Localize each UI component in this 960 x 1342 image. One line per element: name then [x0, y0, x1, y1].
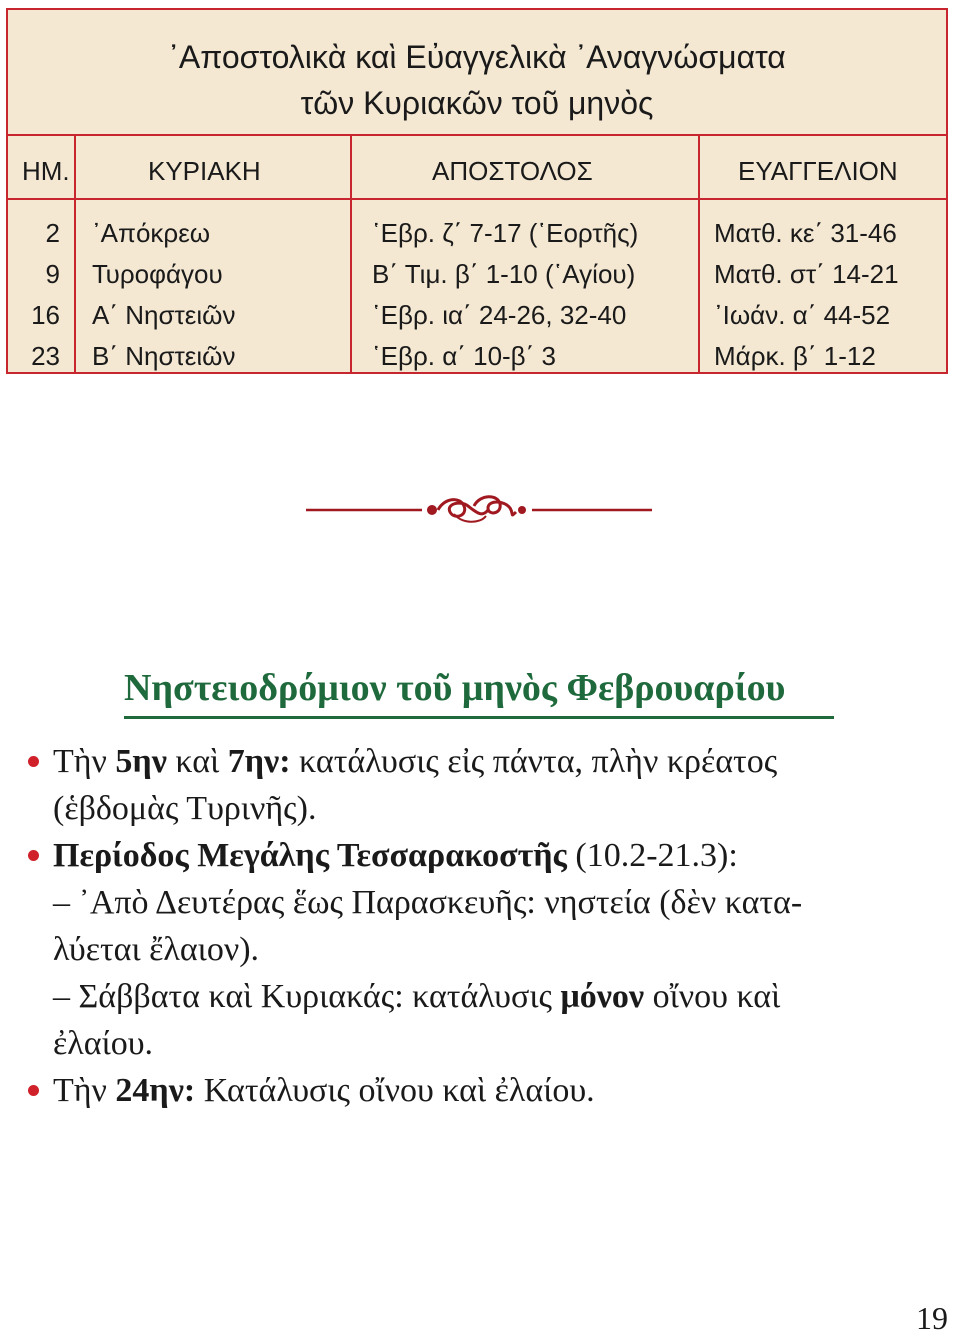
table-row	[8, 251, 946, 292]
fasting-title: Νηστειοδρόμιον τοῦ μηνὸς Φεβρουαρίου	[124, 667, 786, 709]
fasting-rules	[28, 738, 928, 1114]
fasting-title-underline	[124, 716, 834, 719]
ornament-divider-icon	[304, 484, 654, 530]
table-row	[8, 292, 946, 333]
cell-gospel: Ματθ. κε΄ 31-46	[714, 218, 897, 248]
text: – Σάββατα καὶ Κυριακάς: κατάλυσις	[53, 978, 561, 1015]
cell-day: 16	[31, 300, 60, 330]
fasting-subitem	[28, 973, 928, 1020]
fasting-item	[28, 738, 928, 785]
cell-gospel: ᾿Ιωάν. α΄ 44-52	[714, 300, 891, 330]
cell-apostle: ῾Εβρ. ια΄ 24-26, 32-40	[372, 300, 627, 330]
text: οἴνου καὶ	[644, 978, 781, 1015]
bullet-icon	[28, 1085, 39, 1096]
text-bold: μόνον	[560, 978, 645, 1015]
text-bold: 24ην:	[115, 1072, 196, 1109]
cell-gospel: Μάρκ. β΄ 1-12	[714, 341, 876, 371]
readings-title	[8, 10, 946, 136]
cell-apostle: ῾Εβρ. ζ΄ 7-17 (῾Εορτῆς)	[372, 218, 639, 248]
readings-title-line1: ᾿Αποστολικὰ καὶ Εὐαγγελικὰ ᾿Αναγνώσματα	[168, 39, 786, 75]
readings-table	[6, 8, 948, 374]
cell-apostle: Β΄ Τιμ. β΄ 1-10 (῾Αγίου)	[372, 259, 636, 289]
cell-sunday: Β΄ Νηστειῶν	[92, 341, 236, 371]
text: Κατάλυσις οἴνου καὶ ἐλαίου.	[195, 1072, 595, 1109]
fasting-subitem-cont: λύεται ἔλαιον).	[53, 931, 260, 968]
text-bold: 5ην	[115, 743, 167, 780]
bullet-icon	[28, 850, 39, 861]
text-bold: 7ην:	[227, 743, 291, 780]
text: Τὴν	[53, 1072, 116, 1109]
cell-day: 23	[31, 341, 60, 371]
fasting-item-cont: (ἑβδομὰς Τυρινῆς).	[53, 790, 317, 827]
table-header	[8, 136, 946, 200]
fasting-item	[28, 832, 928, 879]
table-row	[8, 210, 946, 251]
table-row	[8, 333, 946, 374]
text: καὶ	[166, 743, 228, 780]
header-apostle: ΑΠΟΣΤΟΛΟΣ	[432, 156, 593, 186]
header-sunday: ΚΥΡΙΑΚΗ	[148, 156, 261, 186]
header-gospel: ΕΥΑΓΓΕΛΙΟΝ	[738, 156, 898, 186]
header-day: ΗΜ.	[22, 156, 70, 186]
text: κατάλυσις εἰς πάντα, πλὴν κρέατος	[290, 743, 778, 780]
cell-day: 9	[45, 259, 60, 289]
cell-apostle: ῾Εβρ. α΄ 10-β΄ 3	[372, 341, 556, 371]
text: (10.2-21.3):	[566, 837, 738, 874]
text: Τὴν	[53, 743, 116, 780]
readings-title-line2: τῶν Κυριακῶν τοῦ μηνὸς	[300, 85, 654, 121]
bullet-icon	[28, 756, 39, 767]
cell-gospel: Ματθ. στ΄ 14-21	[714, 259, 899, 289]
fasting-subitem-cont: ἐλαίου.	[53, 1025, 154, 1062]
text-bold: Περίοδος Μεγάλης Τεσσαρακοστῆς	[53, 837, 567, 874]
fasting-item	[28, 1067, 928, 1114]
cell-sunday: Τυροφάγου	[92, 259, 223, 289]
cell-sunday: ᾿Απόκρεω	[92, 218, 211, 248]
cell-sunday: Α΄ Νηστειῶν	[92, 300, 236, 330]
page-number: 19	[916, 1300, 948, 1336]
cell-day: 2	[45, 218, 60, 248]
fasting-subitem: – ᾿Απὸ Δευτέρας ἕως Παρασκευῆς: νηστεία (δὲν κατα-	[53, 884, 803, 921]
